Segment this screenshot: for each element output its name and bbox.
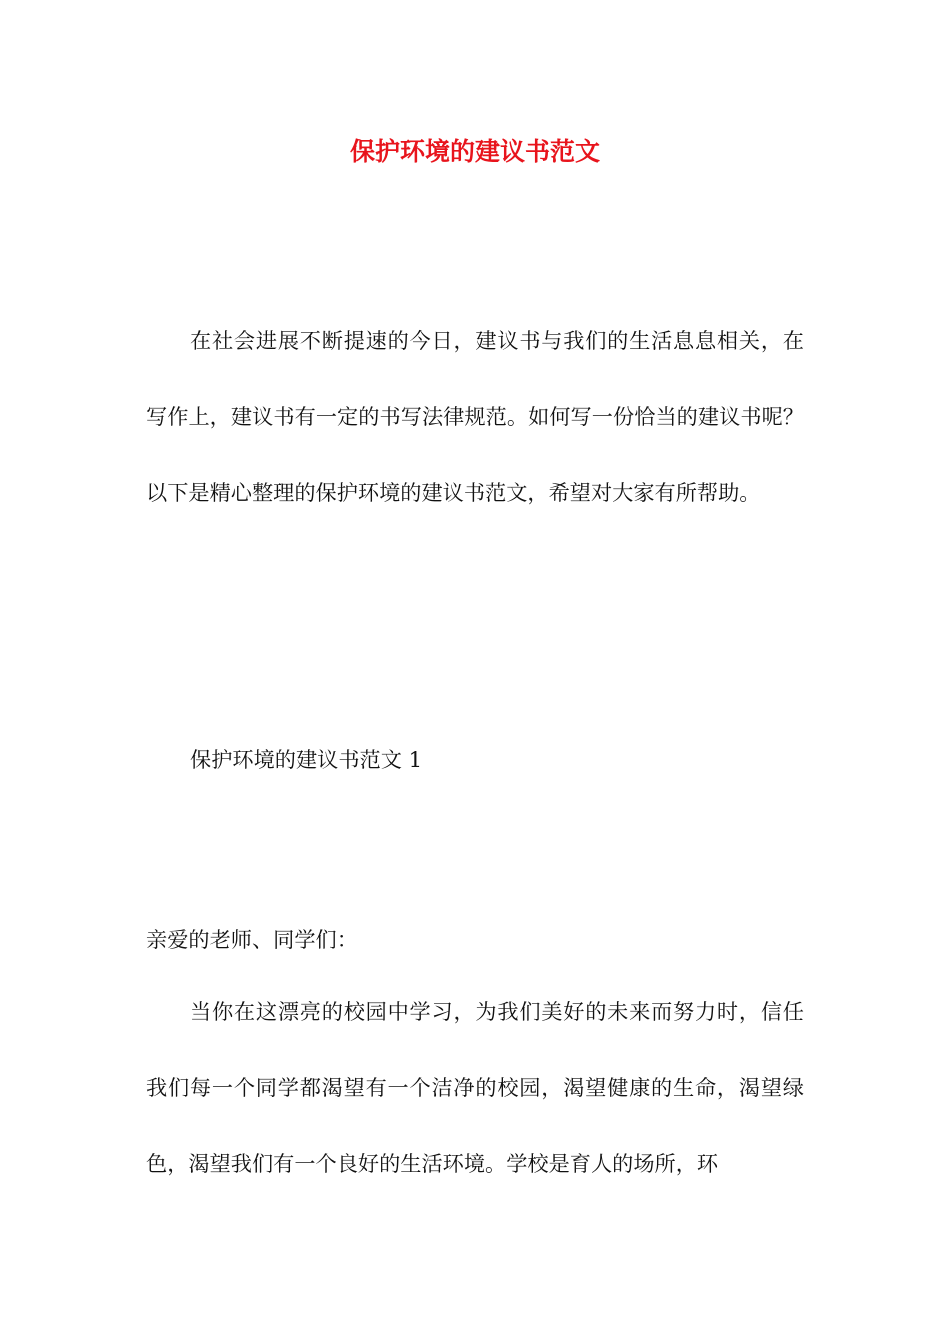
section-heading: 保护环境的建议书范文 1: [190, 747, 423, 772]
salutation: 亲爱的老师、同学们：: [146, 927, 358, 952]
intro-paragraph: 在社会进展不断提速的今日，建议书与我们的生活息息相关，在写作上，建议书有一定的书写法律规范。如何写一份恰当的建议书呢？以下是精心整理的保护环境的建议书范文，希望对大家有所帮助。: [146, 328, 804, 505]
document-title: 保护环境的建议书范文: [349, 137, 600, 166]
body-paragraph: 当你在这漂亮的校园中学习，为我们美好的未来而努力时，信任我们每一个同学都渴望有一个洁净的校园，渴望健康的生命，渴望绿色，渴望我们有一个良好的生活环境。学校是育人的场所，环: [146, 999, 804, 1176]
